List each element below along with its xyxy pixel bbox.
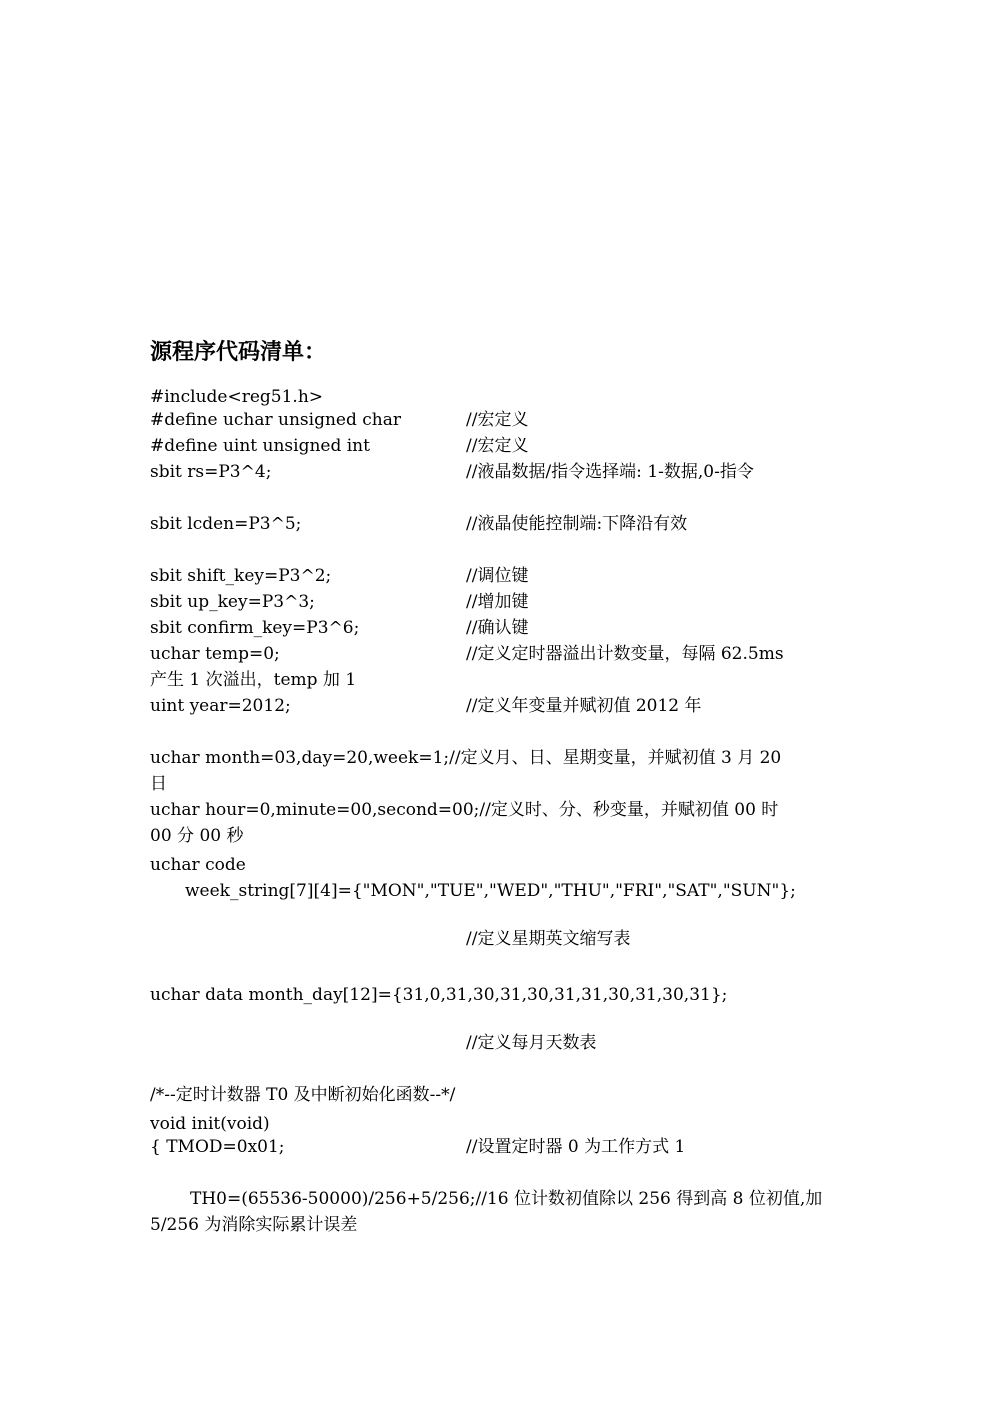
code-line: void init(void) <box>150 1114 270 1134</box>
code-line: sbit lcden=P3^5; <box>150 514 302 534</box>
code-line: { TMOD=0x01; <box>150 1137 285 1157</box>
code-comment: //宏定义 <box>466 436 529 456</box>
code-line: 00 分 00 秒 <box>150 826 244 846</box>
code-line: uchar temp=0; <box>150 644 280 664</box>
code-line: sbit shift_key=P3^2; <box>150 566 332 586</box>
code-comment: //定义每月天数表 <box>466 1033 597 1053</box>
code-line: uchar code <box>150 855 246 875</box>
code-comment: //宏定义 <box>466 410 529 430</box>
code-line: 日 <box>150 774 167 794</box>
code-line: uint year=2012; <box>150 696 291 716</box>
code-comment: //定义定时器溢出计数变量，每隔 62.5ms <box>466 644 784 664</box>
code-comment: //增加键 <box>466 592 529 612</box>
code-line: #include<reg51.h> <box>150 387 324 407</box>
code-comment: //液晶数据/指令选择端: 1-数据,0-指令 <box>466 462 754 482</box>
code-line: sbit confirm_key=P3^6; <box>150 618 360 638</box>
code-line: uchar data month_day[12]={31,0,31,30,31,30,31,31,30,31,30,31}; <box>150 985 728 1005</box>
code-line: 5/256 为消除实际累计误差 <box>150 1215 358 1235</box>
code-line: 产生 1 次溢出，temp 加 1 <box>150 670 357 690</box>
code-line: /*--定时计数器 T0 及中断初始化函数--*/ <box>150 1085 456 1105</box>
code-comment: //定义年变量并赋初值 2012 年 <box>466 696 702 716</box>
code-line: sbit up_key=P3^3; <box>150 592 315 612</box>
code-comment: //确认键 <box>466 618 529 638</box>
code-line: week_string[7][4]={"MON","TUE","WED","THU","FRI","SAT","SUN"}; <box>185 881 796 901</box>
code-line: uchar month=03,day=20,week=1;//定义月、日、星期变量，并赋初值 3 月 20 <box>150 748 782 768</box>
code-comment: //定义星期英文缩写表 <box>466 929 631 949</box>
code-comment: //液晶使能控制端:下降沿有效 <box>466 514 688 534</box>
code-line: #define uchar unsigned char <box>150 410 401 430</box>
code-line: #define uint unsigned int <box>150 436 370 456</box>
page-title: 源程序代码清单： <box>150 340 327 365</box>
code-line: TH0=(65536-50000)/256+5/256;//16 位计数初值除以 256 得到高 8 位初值,加 <box>190 1189 823 1209</box>
code-line: sbit rs=P3^4; <box>150 462 272 482</box>
code-line: uchar hour=0,minute=00,second=00;//定义时、分、秒变量，并赋初值 00 时 <box>150 800 779 820</box>
code-comment: //设置定时器 0 为工作方式 1 <box>466 1137 686 1157</box>
code-comment: //调位键 <box>466 566 529 586</box>
